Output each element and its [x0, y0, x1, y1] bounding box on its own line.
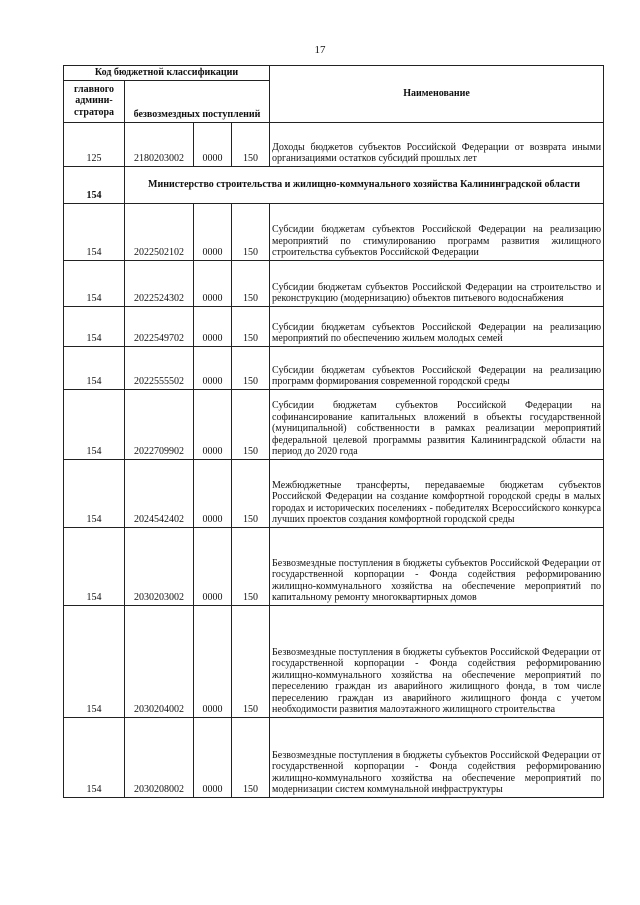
revenue-name-cell: Субсидии бюджетам субъектов Российской Федерации на реализацию мероприятий по обеспечению жильем молодых семей — [270, 306, 604, 346]
table-row — [64, 346, 604, 389]
economic-code-cell: 150 — [232, 527, 270, 605]
program-code-cell: 0000 — [194, 605, 232, 717]
table-row — [64, 203, 604, 260]
revenue-code-cell: 2180203002 — [125, 122, 194, 166]
economic-code-cell: 150 — [232, 346, 270, 389]
table-row — [64, 605, 604, 717]
table-row — [64, 389, 604, 459]
revenue-code-cell: 2030208002 — [125, 717, 194, 797]
economic-code-cell: 150 — [232, 717, 270, 797]
program-code-cell: 0000 — [194, 527, 232, 605]
table-row — [64, 306, 604, 346]
admin-code-cell: 154 — [64, 260, 125, 306]
revenue-name-cell: Безвозмездные поступления в бюджеты субъектов Российской Федерации от государственной корпорации - Фонда содействия реформированию жилищно-коммунального хозяйства на обеспечение мероприятий по переселению граждан из аварийного жилищного фонда, в том числе переселению граждан из аварийного жилищного фонда с учетом необходимости развития малоэтажного жилищного строительства — [270, 605, 604, 717]
table-row — [64, 459, 604, 527]
admin-code-cell: 154 — [64, 346, 125, 389]
economic-code-cell: 150 — [232, 459, 270, 527]
ministry-row — [64, 166, 604, 203]
revenue-code-cell: 2030203002 — [125, 527, 194, 605]
revenue-name-cell: Субсидии бюджетам субъектов Российской Федерации на реализацию мероприятий по стимулированию программ развития жилищного строительства субъектов Российской Федерации — [270, 203, 604, 260]
admin-code-cell: 154 — [64, 166, 125, 203]
table-row — [64, 122, 604, 166]
budget-classification-table — [63, 65, 604, 798]
program-code-cell: 0000 — [194, 306, 232, 346]
program-code-cell: 0000 — [194, 122, 232, 166]
revenue-name-cell: Безвозмездные поступления в бюджеты субъектов Российской Федерации от государственной корпорации - Фонда содействия реформированию жилищно-коммунального хозяйства на обеспечение мероприятий по капитальному ремонту многоквартирных домов — [270, 527, 604, 605]
header-name: Наименование — [270, 66, 604, 123]
program-code-cell: 0000 — [194, 203, 232, 260]
revenue-code-cell: 2024542402 — [125, 459, 194, 527]
revenue-code-cell: 2022709902 — [125, 389, 194, 459]
economic-code-cell: 150 — [232, 260, 270, 306]
revenue-name-cell: Субсидии бюджетам субъектов Российской Федерации на реализацию программ формирования современной городской среды — [270, 346, 604, 389]
admin-code-cell: 125 — [64, 122, 125, 166]
table-row — [64, 260, 604, 306]
economic-code-cell: 150 — [232, 605, 270, 717]
revenue-name-cell: Межбюджетные трансферты, передаваемые бюджетам субъектов Российской Федерации на создание комфортной городской среды в малых городах и исторических поселениях - победителях Всероссийского конкурса лучших проектов создания комфортной городской среды — [270, 459, 604, 527]
revenue-name-cell: Субсидии бюджетам субъектов Российской Федерации на софинансирование капитальных вложений в объекты государственной (муниципальной) собственности в рамках реализации мероприятий федеральной целевой программы развития Калининградской области на период до 2020 года — [270, 389, 604, 459]
program-code-cell: 0000 — [194, 717, 232, 797]
program-code-cell: 0000 — [194, 346, 232, 389]
admin-code-cell: 154 — [64, 203, 125, 260]
header-admin: главного админи-стратора — [64, 80, 125, 122]
header-receipts: безвозмездных поступлений — [125, 80, 270, 122]
admin-code-cell: 154 — [64, 389, 125, 459]
table-row — [64, 717, 604, 797]
page-number: 17 — [314, 44, 326, 56]
revenue-code-cell: 2022502102 — [125, 203, 194, 260]
revenue-code-cell: 2022524302 — [125, 260, 194, 306]
program-code-cell: 0000 — [194, 459, 232, 527]
revenue-code-cell: 2022549702 — [125, 306, 194, 346]
economic-code-cell: 150 — [232, 389, 270, 459]
admin-code-cell: 154 — [64, 306, 125, 346]
admin-code-cell: 154 — [64, 605, 125, 717]
admin-code-cell: 154 — [64, 459, 125, 527]
revenue-name-cell: Безвозмездные поступления в бюджеты субъектов Российской Федерации от государственной корпорации - Фонда содействия реформированию жилищно-коммунального хозяйства на обеспечение мероприятий по модернизации систем коммунальной инфраструктуры — [270, 717, 604, 797]
table-row — [64, 527, 604, 605]
economic-code-cell: 150 — [232, 306, 270, 346]
admin-code-cell: 154 — [64, 717, 125, 797]
ministry-name-cell: Министерство строительства и жилищно-коммунального хозяйства Калининградской области — [125, 166, 604, 203]
program-code-cell: 0000 — [194, 260, 232, 306]
revenue-code-cell: 2030204002 — [125, 605, 194, 717]
revenue-name-cell: Субсидии бюджетам субъектов Российской Федерации на строительство и реконструкцию (модернизацию) объектов питьевого водоснабжения — [270, 260, 604, 306]
economic-code-cell: 150 — [232, 122, 270, 166]
economic-code-cell: 150 — [232, 203, 270, 260]
admin-code-cell: 154 — [64, 527, 125, 605]
program-code-cell: 0000 — [194, 389, 232, 459]
revenue-name-cell: Доходы бюджетов субъектов Российской Федерации от возврата иными организациями остатков субсидий прошлых лет — [270, 122, 604, 166]
header-classification-group: Код бюджетной классификации — [64, 66, 270, 81]
revenue-code-cell: 2022555502 — [125, 346, 194, 389]
